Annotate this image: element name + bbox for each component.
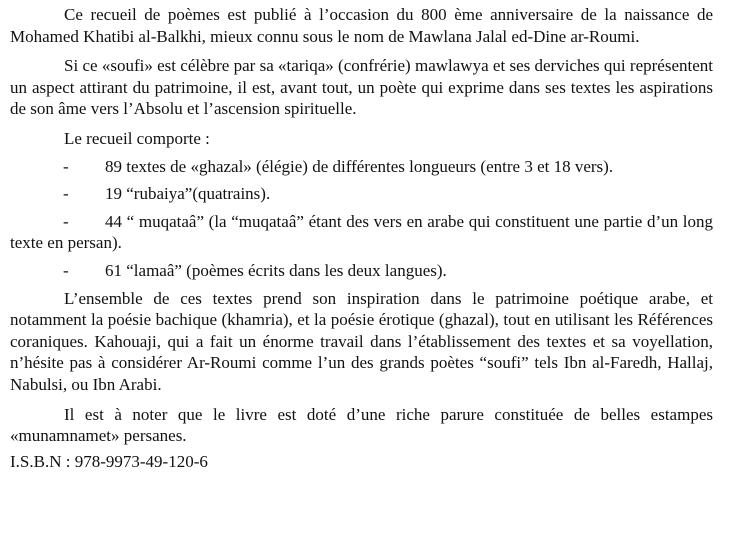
document-page (10, 4, 713, 472)
list-item-text: 61 “lamaâ” (poèmes écrits dans les deux langues). (105, 260, 447, 280)
list-dash: - (63, 260, 69, 280)
list-item (10, 260, 713, 282)
inspiration-paragraph: L’ensemble de ces textes prend son inspiration dans le patrimoine poétique arabe, et notamment la poésie bachique (khamria), et la poésie érotique (ghazal), tout en utilisant les Références coraniques. Kahouaji, qui a fait un énorme travail dans l’établissement des textes et sa voyellation, n’hésite pas à considérer Ar-Roumi comme l’un des grands poètes “soufi” tels Ibn al-Faredh, Hallaj, Nabulsi, ou Ibn Arabi. (10, 288, 713, 394)
isbn-line: I.S.B.N : 978-9973-49-120-6 (10, 451, 208, 471)
list-item (10, 211, 713, 254)
list-item-text: 89 textes de «ghazal» (élégie) de différentes longueurs (entre 3 et 18 vers). (105, 156, 614, 176)
list-dash: - (63, 211, 69, 231)
list-item-text: 44 “ muqataâ” (la “muqataâ” étant des vers en arabe qui constituent une partie d’un long texte en persan). (10, 211, 713, 253)
list-item (10, 156, 713, 178)
intro-paragraph: Ce recueil de poèmes est publié à l’occasion du 800 ème anniversaire de la naissance de Mohamed Khatibi al-Balkhi, mieux connu sous le nom de Mawlana Jalal ed-Dine ar-Roumi. (10, 5, 713, 46)
contents-list (10, 156, 713, 282)
list-item-text: 19 “rubaiya”(quatrains). (105, 184, 271, 204)
list-dash: - (63, 156, 69, 176)
illustrations-paragraph: Il est à noter que le livre est doté d’une riche parure constituée de belles estampes «munamnamet» persanes. (10, 404, 713, 446)
list-dash: - (63, 184, 69, 204)
contents-heading: Le recueil comporte : (64, 128, 210, 148)
soufi-paragraph: Si ce «soufi» est célèbre par sa «tariqa» (confrérie) mawlawya et ses derviches qui représentent un aspect attirant du patrimoine, il est, avant tout, un poète qui exprime dans ses textes les aspirations de son âme vers l’Absolu et l’ascension spirituelle. (10, 56, 713, 119)
list-item (10, 183, 713, 205)
